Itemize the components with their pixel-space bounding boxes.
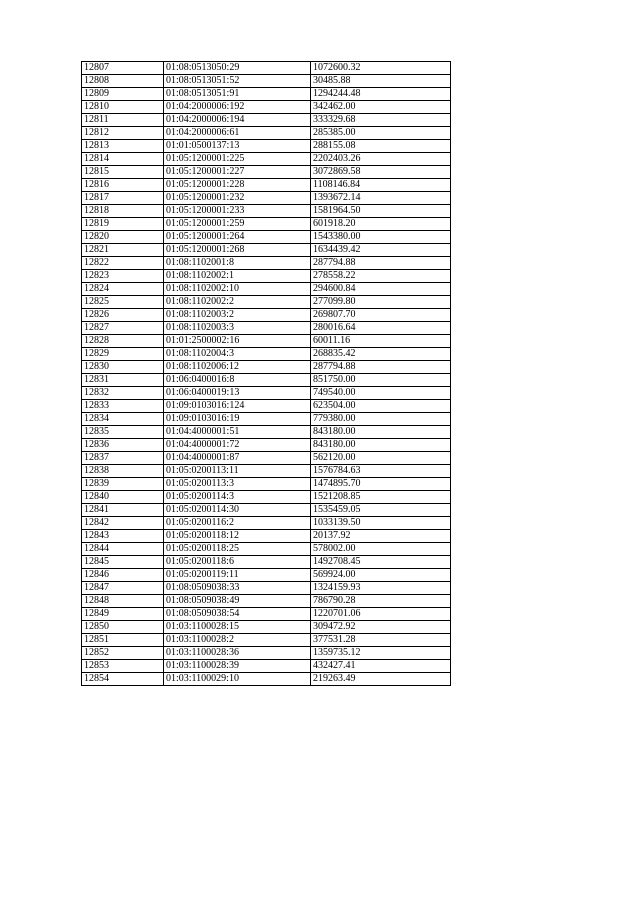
- table-row: [82, 296, 451, 309]
- amount-cell: 288155.08: [311, 140, 451, 153]
- table-row: [82, 257, 451, 270]
- cadastral-number-cell: 01:08:1102001:8: [164, 257, 311, 270]
- amount-cell: 269807.70: [311, 309, 451, 322]
- table-row: [82, 179, 451, 192]
- amount-cell: 1072600.32: [311, 62, 451, 75]
- amount-cell: 562120.00: [311, 452, 451, 465]
- amount-cell: 2202403.26: [311, 153, 451, 166]
- amount-cell: 1393672.14: [311, 192, 451, 205]
- row-number-cell: 12843: [82, 530, 164, 543]
- row-number-cell: 12828: [82, 335, 164, 348]
- amount-cell: 1492708.45: [311, 556, 451, 569]
- amount-cell: 285385.00: [311, 127, 451, 140]
- row-number-cell: 12832: [82, 387, 164, 400]
- row-number-cell: 12835: [82, 426, 164, 439]
- table-row: [82, 387, 451, 400]
- table-row: [82, 465, 451, 478]
- row-number-cell: 12844: [82, 543, 164, 556]
- amount-cell: 1294244.48: [311, 88, 451, 101]
- table-row: [82, 322, 451, 335]
- table-row: [82, 608, 451, 621]
- cadastral-number-cell: 01:08:0513051:52: [164, 75, 311, 88]
- amount-cell: 843180.00: [311, 426, 451, 439]
- table-row: [82, 478, 451, 491]
- amount-cell: 1324159.93: [311, 582, 451, 595]
- amount-cell: 377531.28: [311, 634, 451, 647]
- cadastral-number-cell: 01:06:0400019:13: [164, 387, 311, 400]
- amount-cell: 60011.16: [311, 335, 451, 348]
- row-number-cell: 12811: [82, 114, 164, 127]
- table-row: [82, 660, 451, 673]
- amount-cell: 569924.00: [311, 569, 451, 582]
- table-row: [82, 127, 451, 140]
- row-number-cell: 12836: [82, 439, 164, 452]
- table-row: [82, 452, 451, 465]
- cadastral-number-cell: 01:05:0200113:11: [164, 465, 311, 478]
- table-row: [82, 634, 451, 647]
- cadastral-number-cell: 01:08:1102004:3: [164, 348, 311, 361]
- cadastral-number-cell: 01:04:2000006:194: [164, 114, 311, 127]
- table-row: [82, 231, 451, 244]
- amount-cell: 623504.00: [311, 400, 451, 413]
- amount-cell: 277099.80: [311, 296, 451, 309]
- row-number-cell: 12822: [82, 257, 164, 270]
- table-row: [82, 374, 451, 387]
- table-row: [82, 88, 451, 101]
- table-row: [82, 543, 451, 556]
- row-number-cell: 12848: [82, 595, 164, 608]
- table-row: [82, 270, 451, 283]
- amount-cell: 1474895.70: [311, 478, 451, 491]
- table-row: [82, 101, 451, 114]
- cadastral-number-cell: 01:03:1100028:36: [164, 647, 311, 660]
- table-row: [82, 114, 451, 127]
- cadastral-number-cell: 01:05:1200001:232: [164, 192, 311, 205]
- table-row: [82, 569, 451, 582]
- cadastral-number-cell: 01:05:0200116:2: [164, 517, 311, 530]
- row-number-cell: 12829: [82, 348, 164, 361]
- table-row: [82, 283, 451, 296]
- table-row: [82, 218, 451, 231]
- cadastral-number-cell: 01:05:1200001:268: [164, 244, 311, 257]
- row-number-cell: 12845: [82, 556, 164, 569]
- cadastral-number-cell: 01:08:1102006:12: [164, 361, 311, 374]
- row-number-cell: 12825: [82, 296, 164, 309]
- amount-cell: 30485.88: [311, 75, 451, 88]
- table-row: [82, 582, 451, 595]
- cadastral-number-cell: 01:01:2500002:16: [164, 335, 311, 348]
- table-row: [82, 647, 451, 660]
- row-number-cell: 12809: [82, 88, 164, 101]
- cadastral-number-cell: 01:05:0200118:12: [164, 530, 311, 543]
- table-row: [82, 595, 451, 608]
- amount-cell: 1359735.12: [311, 647, 451, 660]
- amount-cell: 601918.20: [311, 218, 451, 231]
- table-row: [82, 673, 451, 686]
- amount-cell: 309472.92: [311, 621, 451, 634]
- row-number-cell: 12840: [82, 491, 164, 504]
- cadastral-number-cell: 01:06:0400016:8: [164, 374, 311, 387]
- cadastral-number-cell: 01:09:0103016:124: [164, 400, 311, 413]
- table-body: [82, 62, 451, 686]
- cadastral-number-cell: 01:08:0513051:91: [164, 88, 311, 101]
- cadastral-number-cell: 01:09:0103016:19: [164, 413, 311, 426]
- row-number-cell: 12851: [82, 634, 164, 647]
- cadastral-number-cell: 01:04:2000006:192: [164, 101, 311, 114]
- row-number-cell: 12807: [82, 62, 164, 75]
- table-row: [82, 192, 451, 205]
- cadastral-number-cell: 01:04:4000001:87: [164, 452, 311, 465]
- amount-cell: 1634439.42: [311, 244, 451, 257]
- table-row: [82, 62, 451, 75]
- table-row: [82, 335, 451, 348]
- table-row: [82, 244, 451, 257]
- table-row: [82, 491, 451, 504]
- cadastral-number-cell: 01:08:1102003:2: [164, 309, 311, 322]
- amount-cell: 779380.00: [311, 413, 451, 426]
- row-number-cell: 12819: [82, 218, 164, 231]
- table-row: [82, 400, 451, 413]
- row-number-cell: 12823: [82, 270, 164, 283]
- table-row: [82, 439, 451, 452]
- amount-cell: 1543380.00: [311, 231, 451, 244]
- table-row: [82, 621, 451, 634]
- row-number-cell: 12850: [82, 621, 164, 634]
- row-number-cell: 12852: [82, 647, 164, 660]
- row-number-cell: 12827: [82, 322, 164, 335]
- amount-cell: 1220701.06: [311, 608, 451, 621]
- row-number-cell: 12842: [82, 517, 164, 530]
- row-number-cell: 12838: [82, 465, 164, 478]
- table-row: [82, 426, 451, 439]
- row-number-cell: 12820: [82, 231, 164, 244]
- cadastral-number-cell: 01:08:1102002:2: [164, 296, 311, 309]
- cadastral-number-cell: 01:05:0200118:25: [164, 543, 311, 556]
- cadastral-number-cell: 01:05:0200114:3: [164, 491, 311, 504]
- row-number-cell: 12810: [82, 101, 164, 114]
- amount-cell: 3072869.58: [311, 166, 451, 179]
- amount-cell: 278558.22: [311, 270, 451, 283]
- table-row: [82, 205, 451, 218]
- cadastral-number-cell: 01:05:1200001:259: [164, 218, 311, 231]
- table-row: [82, 556, 451, 569]
- cadastral-number-cell: 01:04:4000001:51: [164, 426, 311, 439]
- row-number-cell: 12853: [82, 660, 164, 673]
- table-row: [82, 140, 451, 153]
- row-number-cell: 12847: [82, 582, 164, 595]
- amount-cell: 1108146.84: [311, 179, 451, 192]
- cadastral-number-cell: 01:08:1102003:3: [164, 322, 311, 335]
- row-number-cell: 12821: [82, 244, 164, 257]
- row-number-cell: 12849: [82, 608, 164, 621]
- cadastral-number-cell: 01:04:2000006:61: [164, 127, 311, 140]
- amount-cell: 268835.42: [311, 348, 451, 361]
- amount-cell: 280016.64: [311, 322, 451, 335]
- row-number-cell: 12837: [82, 452, 164, 465]
- cadastral-number-cell: 01:05:1200001:264: [164, 231, 311, 244]
- amount-cell: 219263.49: [311, 673, 451, 686]
- amount-cell: 1521208.85: [311, 491, 451, 504]
- row-number-cell: 12833: [82, 400, 164, 413]
- cadastral-number-cell: 01:05:1200001:233: [164, 205, 311, 218]
- row-number-cell: 12846: [82, 569, 164, 582]
- row-number-cell: 12814: [82, 153, 164, 166]
- amount-cell: 851750.00: [311, 374, 451, 387]
- cadastral-number-cell: 01:03:1100028:2: [164, 634, 311, 647]
- row-number-cell: 12834: [82, 413, 164, 426]
- table-row: [82, 361, 451, 374]
- row-number-cell: 12818: [82, 205, 164, 218]
- row-number-cell: 12817: [82, 192, 164, 205]
- row-number-cell: 12815: [82, 166, 164, 179]
- row-number-cell: 12812: [82, 127, 164, 140]
- amount-cell: 287794.88: [311, 361, 451, 374]
- row-number-cell: 12816: [82, 179, 164, 192]
- cadastral-number-cell: 01:05:1200001:227: [164, 166, 311, 179]
- amount-cell: 294600.84: [311, 283, 451, 296]
- cadastral-number-cell: 01:03:1100029:10: [164, 673, 311, 686]
- cadastral-number-cell: 01:03:1100028:39: [164, 660, 311, 673]
- cadastral-number-cell: 01:08:0509038:33: [164, 582, 311, 595]
- cadastral-number-cell: 01:01:0500137:13: [164, 140, 311, 153]
- amount-cell: 287794.88: [311, 257, 451, 270]
- row-number-cell: 12831: [82, 374, 164, 387]
- row-number-cell: 12808: [82, 75, 164, 88]
- amount-cell: 20137.92: [311, 530, 451, 543]
- amount-cell: 1581964.50: [311, 205, 451, 218]
- table-row: [82, 530, 451, 543]
- cadastral-number-cell: 01:05:0200114:30: [164, 504, 311, 517]
- cadastral-number-cell: 01:03:1100028:15: [164, 621, 311, 634]
- table-row: [82, 413, 451, 426]
- cadastral-number-cell: 01:05:1200001:228: [164, 179, 311, 192]
- amount-cell: 1576784.63: [311, 465, 451, 478]
- amount-cell: 432427.41: [311, 660, 451, 673]
- cadastral-number-cell: 01:04:4000001:72: [164, 439, 311, 452]
- cadastral-number-cell: 01:08:0509038:49: [164, 595, 311, 608]
- table-row: [82, 153, 451, 166]
- cadastral-number-cell: 01:08:0513050:29: [164, 62, 311, 75]
- table-row: [82, 504, 451, 517]
- amount-cell: 843180.00: [311, 439, 451, 452]
- row-number-cell: 12813: [82, 140, 164, 153]
- amount-cell: 749540.00: [311, 387, 451, 400]
- amount-cell: 333329.68: [311, 114, 451, 127]
- cadastral-number-cell: 01:05:0200113:3: [164, 478, 311, 491]
- row-number-cell: 12854: [82, 673, 164, 686]
- cadastral-number-cell: 01:08:0509038:54: [164, 608, 311, 621]
- row-number-cell: 12826: [82, 309, 164, 322]
- amount-cell: 342462.00: [311, 101, 451, 114]
- row-number-cell: 12841: [82, 504, 164, 517]
- row-number-cell: 12830: [82, 361, 164, 374]
- data-table: [81, 61, 451, 686]
- table-row: [82, 166, 451, 179]
- cadastral-number-cell: 01:08:1102002:10: [164, 283, 311, 296]
- row-number-cell: 12839: [82, 478, 164, 491]
- table-row: [82, 309, 451, 322]
- cadastral-number-cell: 01:05:0200119:11: [164, 569, 311, 582]
- table-row: [82, 517, 451, 530]
- amount-cell: 1535459.05: [311, 504, 451, 517]
- cadastral-number-cell: 01:05:1200001:225: [164, 153, 311, 166]
- table-row: [82, 75, 451, 88]
- cadastral-number-cell: 01:05:0200118:6: [164, 556, 311, 569]
- amount-cell: 786790.28: [311, 595, 451, 608]
- amount-cell: 1033139.50: [311, 517, 451, 530]
- amount-cell: 578002.00: [311, 543, 451, 556]
- row-number-cell: 12824: [82, 283, 164, 296]
- table-row: [82, 348, 451, 361]
- cadastral-number-cell: 01:08:1102002:1: [164, 270, 311, 283]
